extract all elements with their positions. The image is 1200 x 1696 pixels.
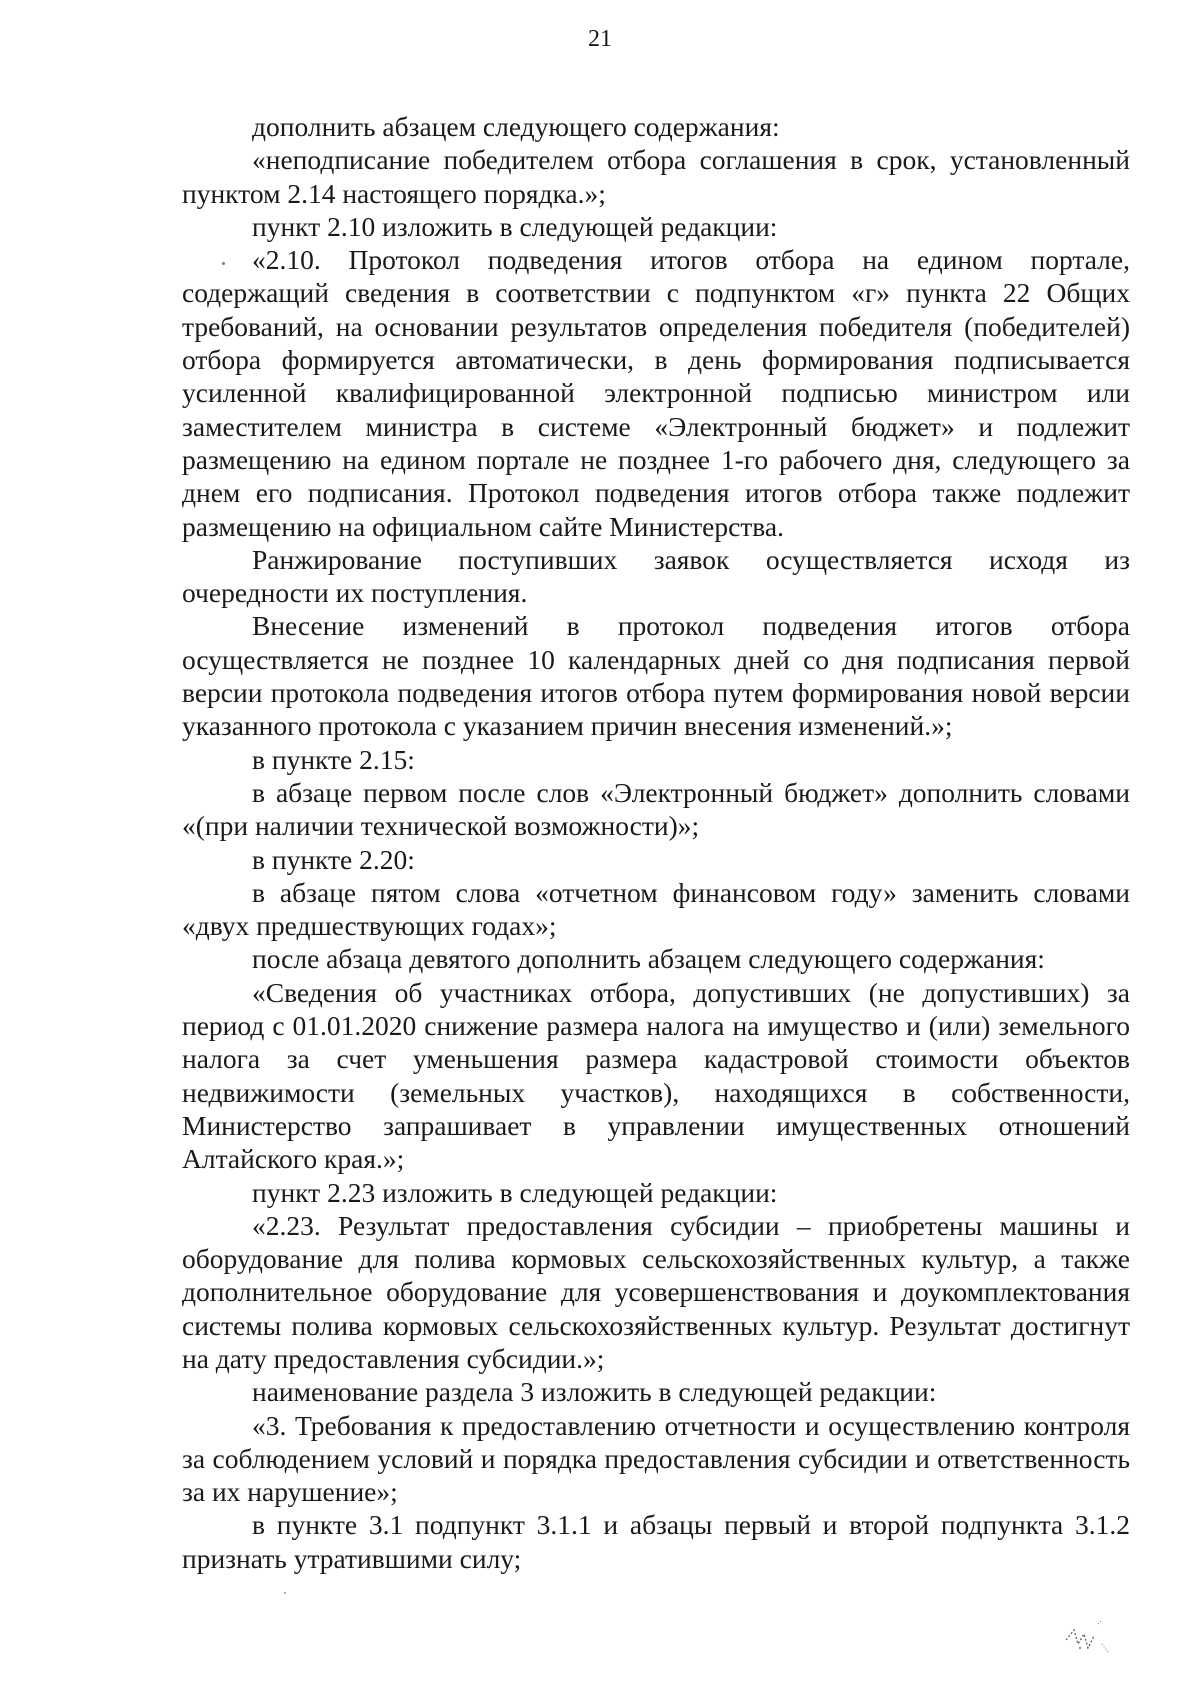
paragraph: «3. Требования к предоставлению отчетности и осуществлению контроля за соблюдением условий и порядка предоставления субсидии и ответственность за их нарушение»; [182,1409,1130,1508]
paragraph: в пункте 2.20: [252,843,415,875]
paragraph: в абзаце пятом слова «отчетном финансовом году» заменить словами «двух предшествующих годах»; [182,876,1130,942]
paragraph: в пункте 3.1 подпункт 3.1.1 и абзацы первый и второй подпункта 3.1.2 признать утратившими силу; [182,1509,1130,1574]
paragraph: дополнить абзацем следующего содержания: [252,111,780,142]
paragraph: наименование раздела 3 изложить в следующей редакции: [252,1376,937,1408]
paragraph: «Сведения об участниках отбора, допустивших (не допустивших) за период с 01.01.2020 снижение размера налога на имущество и (или) земельного налога за счет уменьшения размера кадастровой стоимости объектов недвижимости (земельных участков), находящихся в собственности, Министерство запрашивает в управлении имущественных отношений Алтайского края.»; [182,976,1130,1175]
paragraph: пункт 2.10 изложить в следующей редакции: [252,210,778,242]
paragraph: Ранжирование поступивших заявок осуществляется исходя из очередности их поступления. [182,543,1130,609]
paragraph: Внесение изменений в протокол подведения итогов отбора осуществляется не позднее 10 календарных дней со дня подписания первой версии протокола подведения итогов отбора путем формирования новой версии указанного протокола с указанием причин внесения изменений.»; [182,610,1130,742]
scan-speck [284,1592,286,1594]
paragraph: «2.10. Протокол подведения итогов отбора на едином портале, содержащий сведения в соответствии с подпунктом «г» пункта 22 Общих требований, на основании результатов определения победителя (победителей) отбора формируется автоматически, в день формирования подписывается усиленной квалифицированной электронной подписью министром или заместителем министра в системе «Электронный бюджет» и подлежит размещению на едином портале не позднее 1-го рабочего дня, следующего за днем его подписания. Протокол подведения итогов отбора также подлежит размещению на официальном сайте Министерства. [182,244,1130,542]
paragraph: пункт 2.23 изложить в следующей редакции: [252,1176,778,1208]
page-number: 21 [588,26,612,52]
scan-artifact-mark [1058,1618,1118,1658]
paragraph: «2.23. Результат предоставления субсидии – приобретены машины и оборудование для полива кормовых сельскохозяйственных культур, а также дополнительное оборудование для усовершенствования и доукомплектования системы полива кормовых сельскохозяйственных культур. Результат достигнут на дату предоставления субсидии.»; [182,1209,1130,1374]
paragraph: «неподписание победителем отбора соглашения в срок, установленный пунктом 2.14 настоящего порядка.»; [182,144,1130,209]
document-body [182,110,1130,1575]
paragraph: в пункте 2.15: [252,743,415,775]
paragraph: после абзаца девятого дополнить абзацем следующего содержания: [252,943,1045,975]
paragraph: в абзаце первом после слов «Электронный бюджет» дополнить словами «(при наличии технической возможности)»; [182,776,1130,842]
